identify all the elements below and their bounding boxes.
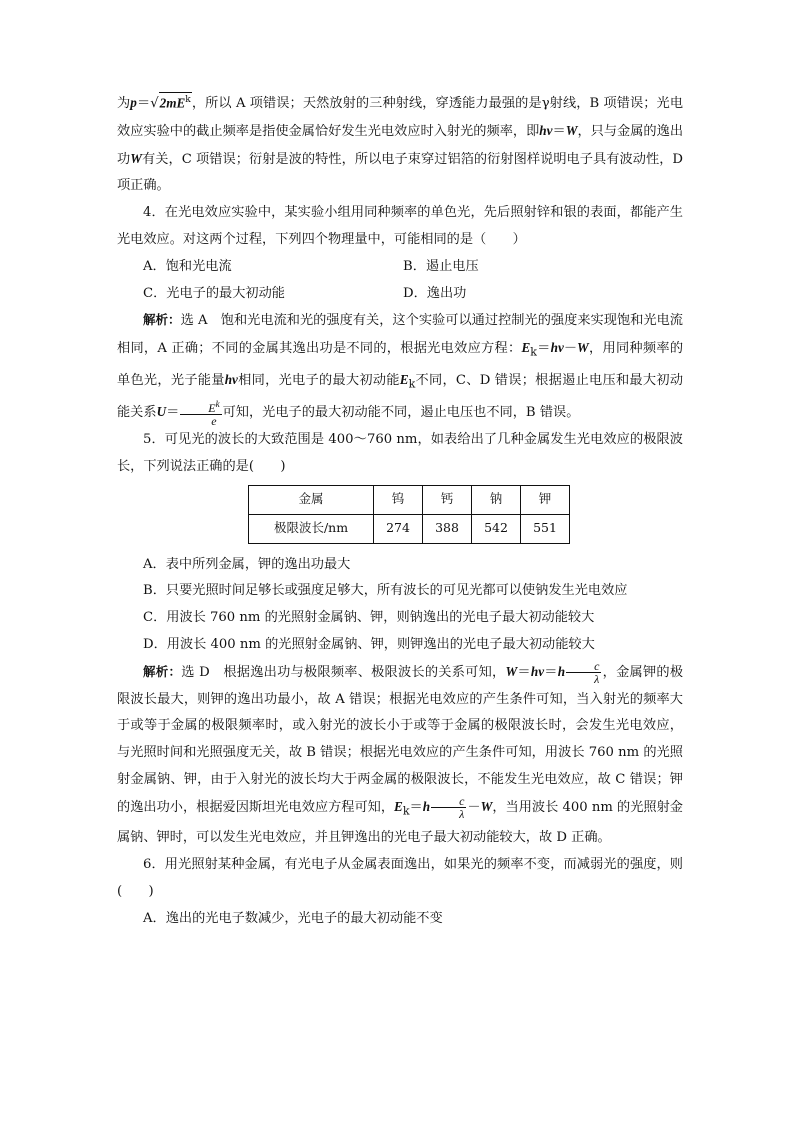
fraction-c-over-lambda: $\frac{c}{\lambda}$	[566, 660, 601, 685]
option-a: A．饱和光电流	[143, 258, 232, 274]
question-4-options-row1	[117, 254, 683, 281]
option-d: D．用波长 400 nm 的光照射金属钠、钾，则钾逸出的光电子最大初动能较大	[143, 637, 595, 653]
table-cell: 542	[472, 514, 521, 543]
document-page	[117, 90, 683, 932]
question-4-stem: 4．在光电效应实验中，某实验小组用同种频率的单色光，先后照射锌和银的表面，都能产生光电效应。对这两个过程，下列四个物理量中，可能相同的是（ ）	[117, 205, 683, 247]
fraction-c-over-lambda: $\frac{c}{\lambda}$	[431, 795, 466, 820]
question-5-analysis: 解析：选 D 根据逸出功与极限频率、极限波长的关系可知，W＝hν＝h $\frac{c}{\lambda}$ ，金属钾的极限波长最大，则钾的逸出功最小，故 A 错误；根据光电效应的产生条件可知，当入射光的频率大于或等于金属的极限频率时，或入射光的波长小于或等于金属的极限波长时，会发生光电效应，与光照时间和光照强度无关，故 B 错误；根据光电效应的产生条件可知，用波长 760 nm 的光照射金属钠、钾，由于入射光的波长均大于两金属的极限波长，不能发生光电效应，故 C 错误；钾的逸出功小，根据爱因斯坦光电效应方程可知，$E_k=h$ $\frac{c}{\lambda}$ －W，当用波长 400 nm 的光照射金属钠、钾时，可以发生光电效应，并且钾逸出的光电子最大初动能较大，故 D 正确。	[117, 658, 684, 846]
fraction-ek-over-e: $\frac{E^k}{e}$	[180, 398, 221, 427]
table-cell: 钠	[472, 485, 521, 514]
question-6-stem: 6．用光照射某种金属，有光电子从金属表面逸出，如果光的频率不变，而减弱光的强度，则( )	[117, 857, 683, 899]
table-cell: 钨	[374, 485, 423, 514]
question-5-stem: 5．可见光的波长的大致范围是 400～760 nm，如表给出了几种金属发生光电效应的极限波长，下列说法正确的是( )	[117, 432, 683, 474]
question-4-options-row2	[117, 281, 683, 308]
table-cell: 钾	[521, 485, 570, 514]
table-cell: 极限波长/nm	[249, 514, 374, 543]
option-a: A．逸出的光电子数减少，光电子的最大初动能不变	[143, 910, 443, 926]
question-4-analysis: 解析：选 A 饱和光电流和光的强度有关，这个实验可以通过控制光的强度来实现饱和光电流相同，A 正确；不同的金属其逸出功是不同的，根据光电效应方程：$E_k=h\nu-W$，用同种频率的单色光，光子能量hν相同，光电子的最大初动能$E_k$不同，C、D 错误；根据遏止电压和最大初动能关系U＝ $\frac{E^k}{e}$ 可知，光电子的最大初动能不同，遏止电压也不同，B 错误。	[117, 312, 684, 429]
option-b: B．只要光照时间足够长或强度足够大，所有波长的可见光都可以使钠发生光电效应	[143, 583, 628, 599]
table-cell: 274	[374, 514, 423, 543]
option-c: C．用波长 760 nm 的光照射金属钠、钾，则钠逸出的光电子最大初动能较大	[143, 610, 595, 626]
answer-continuation: 为$p=√2mE^k$，所以 A 项错误；天然放射的三种射线，穿透能力最强的是γ射线，B 项错误；光电效应实验中的截止频率是指使金属恰好发生光电效应时入射光的频率，即hν＝W，只与金属的逸出功W有关，C 项错误；衍射是波的特性，所以电子束穿过铝箔的衍射图样说明电子具有波动性，D 项正确。	[117, 90, 683, 200]
table-row	[249, 485, 570, 514]
option-d: D．逸出功	[403, 285, 467, 301]
table-cell: 钙	[423, 485, 472, 514]
option-a: A．表中所列金属，钾的逸出功最大	[143, 556, 351, 572]
option-c: C．光电子的最大初动能	[143, 285, 285, 301]
table-cell: 388	[423, 514, 472, 543]
table-row	[249, 514, 570, 543]
threshold-wavelength-table	[248, 485, 570, 544]
option-b: B．遏止电压	[403, 258, 479, 274]
table-cell: 金属	[249, 485, 374, 514]
table-cell: 551	[521, 514, 570, 543]
